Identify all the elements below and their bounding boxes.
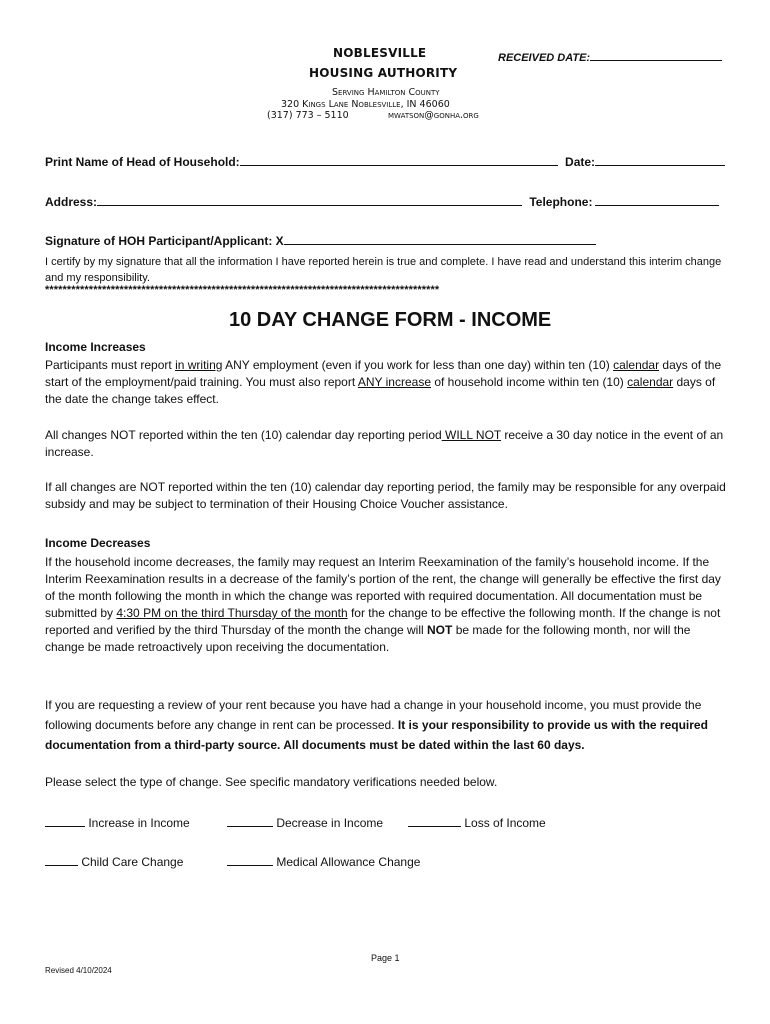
serving-text: Serving Hamilton County — [332, 87, 440, 98]
received-date-line — [590, 60, 722, 61]
signature-field[interactable] — [45, 234, 596, 248]
date-label: Date: — [565, 155, 596, 169]
increases-paragraph-2: All changes NOT reported within the ten (10) calendar day reporting period WILL NOT receive a 30 day notice in the event of an increase. — [45, 428, 724, 459]
separator-line: ****************************************************************************************** — [45, 284, 440, 296]
received-date-field[interactable] — [498, 52, 722, 64]
option-decrease-blank[interactable] — [227, 826, 273, 827]
received-date-label: RECEIVED DATE: — [498, 52, 591, 64]
revised-date: Revised 4/10/2024 — [45, 966, 112, 975]
telephone-line — [595, 205, 719, 206]
address-line — [97, 205, 522, 206]
certify-text: I certify by my signature that all the information I have reported herein is true and complete. I have read and understand this interim change and my responsibility. — [45, 256, 722, 284]
org-name-line2: HOUSING AUTHORITY — [309, 66, 458, 80]
date-line — [595, 165, 725, 166]
hoh-name-line — [240, 165, 558, 166]
telephone-label: Telephone: — [529, 195, 593, 209]
income-increases-heading: Income Increases — [45, 340, 146, 354]
option-medical-allowance-change[interactable]: Medical Allowance Change — [227, 855, 420, 869]
address-label: Address: — [45, 195, 98, 209]
page-number: Page 1 — [371, 953, 400, 963]
option-loss-blank[interactable] — [408, 826, 461, 827]
option-loss-of-income[interactable]: Loss of Income — [408, 816, 546, 830]
income-decreases-heading: Income Decreases — [45, 536, 151, 550]
option-increase-in-income[interactable]: Increase in Income — [45, 816, 190, 830]
option-medical-blank[interactable] — [227, 865, 273, 866]
address-field[interactable] — [45, 195, 719, 209]
hoh-name-field[interactable] — [45, 155, 725, 169]
select-instructions: Please select the type of change. See specific mandatory verifications needed below. — [45, 775, 498, 789]
review-paragraph: If you are requesting a review of your rent because you have had a change in your household income, you must provide the following documents before any change in rent can be processed. It is your responsibility to provide us with the required documentation from a third-party source. All documents must be dated within the last 60 days. — [45, 698, 708, 752]
signature-label: Signature of HOH Participant/Applicant: X — [45, 234, 284, 248]
increases-paragraph-3: If all changes are NOT reported within the ten (10) calendar day reporting period, the family may be responsible for any overpaid subsidy and may be subject to termination of their Housing Choice Voucher assistance. — [45, 480, 726, 511]
option-child-care-blank[interactable] — [45, 865, 78, 866]
form-title: 10 DAY CHANGE FORM - INCOME — [229, 309, 552, 331]
org-address: 320 Kings Lane Noblesville, IN 46060 — [281, 99, 450, 110]
hoh-name-label: Print Name of Head of Household: — [45, 155, 240, 169]
option-child-care-change[interactable]: Child Care Change — [45, 855, 183, 869]
option-increase-blank[interactable] — [45, 826, 85, 827]
org-email: mwatson@gonha.org — [388, 110, 479, 121]
decreases-paragraph: If the household income decreases, the family may request an Interim Reexamination of the family’s household income. If the Interim Reexamination results in a decrease of the family’s portion of the rent, the change will generally be effective the first day of the month following the month in which the change was reported with required documentation. All documentation must be submitted by 4:30 PM on the third Thursday of the month for the change to be effective the following month. If the change is not reported and verified by the third Thursday of the month the change will NOT be made for the following month, nor will the change be made retroactively upon receiving the documentation. — [45, 555, 721, 654]
increases-paragraph-1: Participants must report in writing ANY employment (even if you work for less than one day) within ten (10) calendar days of the start of the employment/paid training. You must also report ANY increase of household income within ten (10) calendar days of the date the change takes effect. — [45, 358, 722, 406]
org-phone: (317) 773 – 5110 — [267, 110, 349, 121]
org-name-line1: NOBLESVILLE — [333, 46, 427, 60]
option-decrease-in-income[interactable]: Decrease in Income — [227, 816, 383, 830]
signature-line — [284, 244, 596, 245]
